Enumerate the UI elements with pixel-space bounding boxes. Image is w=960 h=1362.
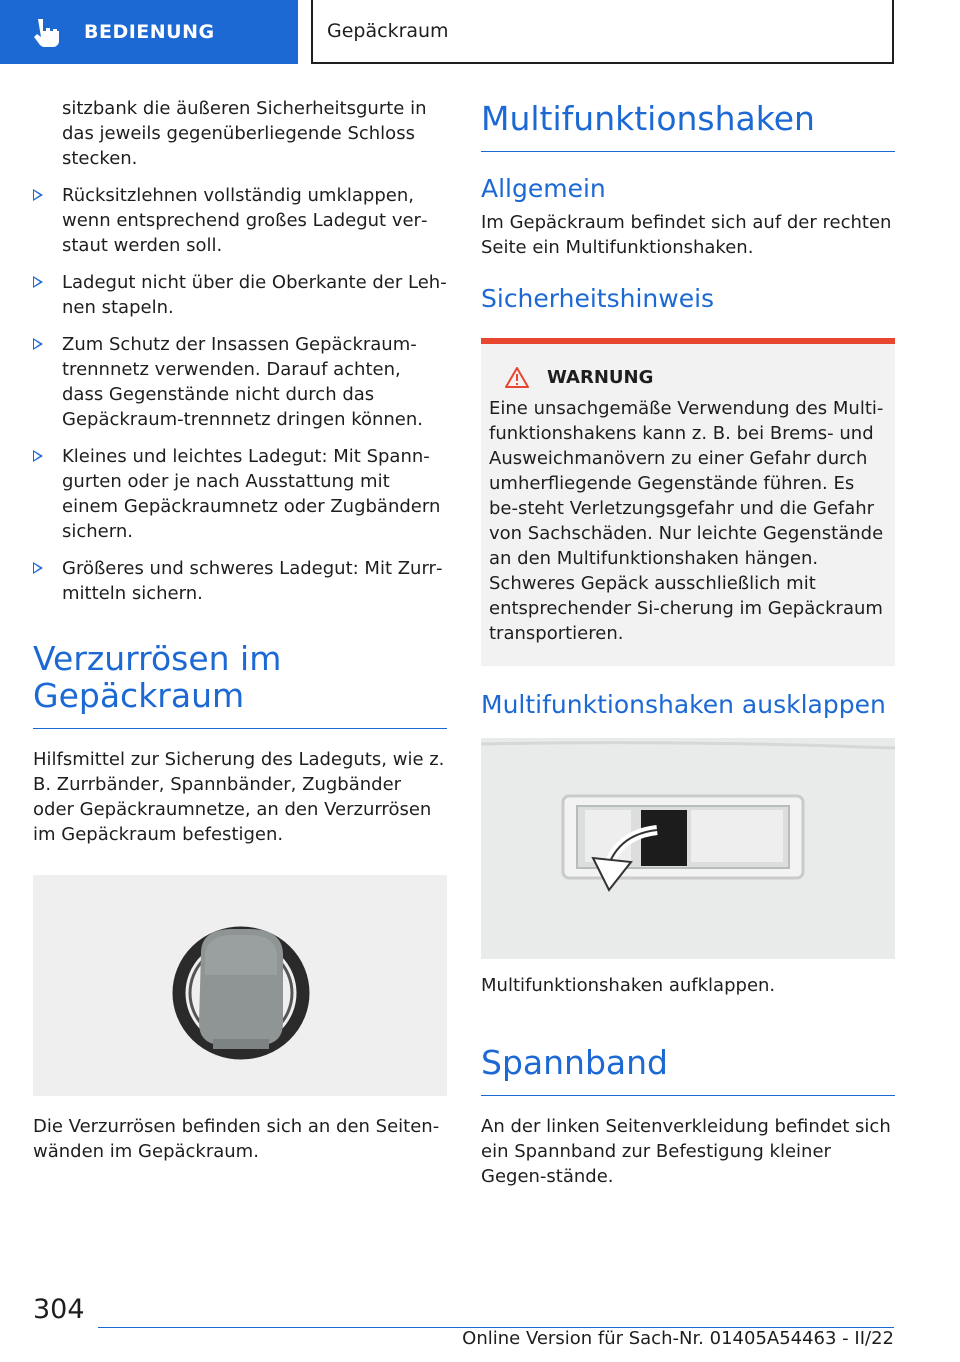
subheading-unfold: Multifunktionshaken ausklappen bbox=[481, 690, 886, 719]
hand-pointer-icon bbox=[30, 15, 64, 49]
list-item bbox=[33, 332, 447, 432]
hook-caption: Multifunktionshaken aufklappen. bbox=[481, 975, 776, 996]
lashing-eye-image bbox=[33, 875, 447, 1096]
hook-illustration bbox=[481, 738, 895, 959]
bullet-triangle-icon bbox=[33, 276, 43, 288]
left-column bbox=[33, 96, 447, 1164]
warning-title: WARNUNG bbox=[547, 366, 654, 388]
section-label: Gepäckraum bbox=[327, 20, 449, 42]
general-text: Im Gepäckraum befindet sich auf der rechten Seite ein Multifunktionshaken. bbox=[481, 212, 892, 258]
list-item-text: Zum Schutz der Insassen Gepäckraum‐trennnetz verwenden. Darauf achten, dass Gegenstände nicht durch das Gepäckraum‐trennnetz dringen können. bbox=[62, 334, 424, 430]
list-item bbox=[33, 270, 447, 320]
hook-image bbox=[481, 738, 895, 959]
chapter-tab bbox=[0, 0, 298, 64]
loading-rules-list bbox=[33, 183, 447, 606]
bullet-triangle-icon bbox=[33, 562, 43, 574]
list-item-text: Größeres und schweres Ladegut: Mit Zurr‐mitteln sichern. bbox=[62, 558, 443, 604]
list-item-text: Kleines und leichtes Ladegut: Mit Spann‐gurten oder je nach Ausstattung mit einem Gepäckraumnetz oder Zugbändern sichern. bbox=[62, 446, 441, 542]
section-header bbox=[311, 0, 894, 64]
heading-strap: Spannband bbox=[481, 1044, 895, 1096]
subheading-general: Allgemein bbox=[481, 174, 606, 203]
bullet-triangle-icon bbox=[33, 338, 43, 350]
page-number: 304 bbox=[33, 1294, 85, 1325]
strap-text: An der linken Seitenverkleidung befindet sich ein Spannband zur Befestigung kleiner Gegen‐stände. bbox=[481, 1116, 891, 1187]
warning-box bbox=[481, 338, 895, 666]
list-item-text: Rücksitzlehnen vollständig umklappen, wenn entsprechend großes Ladegut ver‐staut werden soll. bbox=[62, 185, 428, 256]
subheading-safety: Sicherheitshinweis bbox=[481, 284, 715, 313]
warning-triangle-icon bbox=[505, 366, 529, 388]
lashing-eye-illustration bbox=[33, 875, 447, 1096]
warning-text: Eine unsachgemäße Verwendung des Multi‐funktionshakens kann z. B. bei Brems- und Ausweichmanövern zu einer Gefahr durch umherfliegende Gegenstände führen. Es be‐steht Verletzungsgefahr und die Gefahr von Sachschäden. Nur leichte Gegenstände an den Multifunktionshaken hängen. Schweres Gepäck ausschließlich mit entsprechender Si‐cherung im Gepäckraum transportieren. bbox=[489, 398, 884, 644]
list-item bbox=[33, 444, 447, 544]
lashing-intro-text: Hilfsmittel zur Sicherung des Ladeguts, wie z. B. Zurrbänder, Spannbänder, Zugbänder oder Gepäckraumnetze, an den Verzurrösen im Gepäckraum befestigen. bbox=[33, 749, 445, 845]
list-item bbox=[33, 183, 447, 258]
bullet-triangle-icon bbox=[33, 189, 43, 201]
heading-lashing-eyes: Verzurrösen im Gepäckraum bbox=[33, 640, 447, 729]
list-item bbox=[33, 556, 447, 606]
lashing-caption: Die Verzurrösen befinden sich an den Seiten‐wänden im Gepäckraum. bbox=[33, 1116, 440, 1162]
chapter-label: BEDIENUNG bbox=[84, 21, 215, 43]
warning-header bbox=[489, 366, 887, 388]
footer-online-version: Online Version für Sach-Nr. 01405A54463 - II/22 bbox=[462, 1328, 894, 1349]
heading-multifunction-hook: Multifunktionshaken bbox=[481, 100, 895, 152]
list-item-text: Ladegut nicht über die Oberkante der Leh‐nen stapeln. bbox=[62, 272, 447, 318]
right-column bbox=[481, 100, 895, 1189]
continuation-text: sitzbank die äußeren Sicherheitsgurte in das jeweils gegenüberliegende Schloss stecken. bbox=[62, 98, 427, 169]
bullet-triangle-icon bbox=[33, 450, 43, 462]
